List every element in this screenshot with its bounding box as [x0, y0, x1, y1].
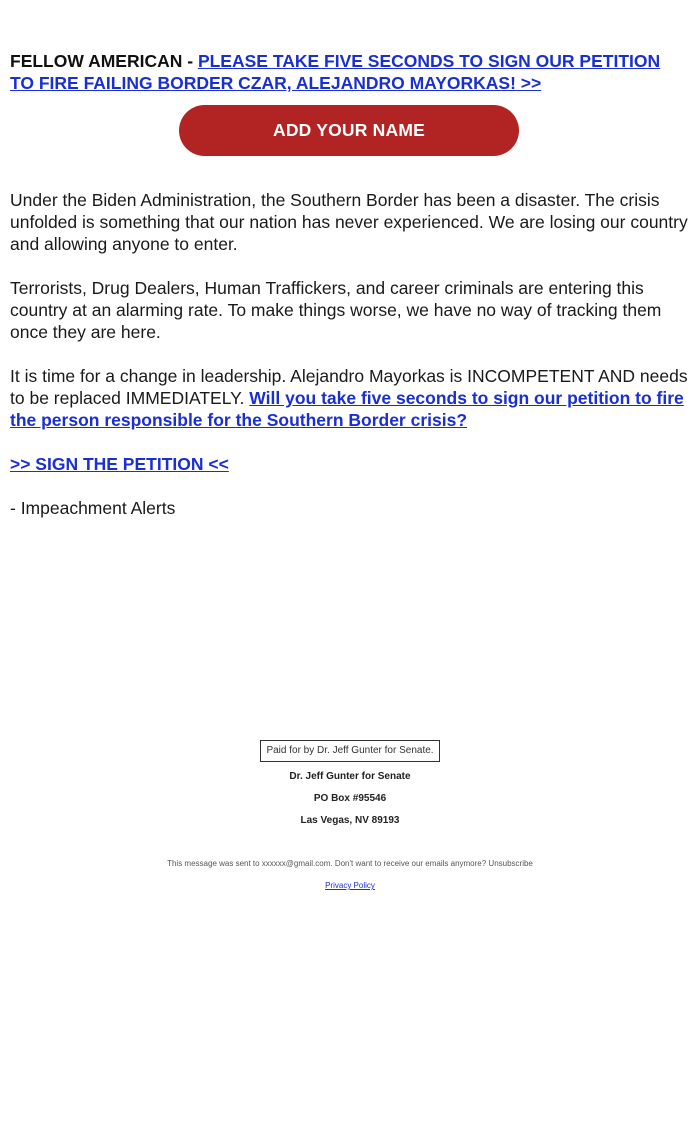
footer-city-state: Las Vegas, NV 89193	[300, 815, 400, 826]
sign-petition-paragraph	[10, 453, 688, 475]
paragraph-border-disaster: Under the Biden Administration, the Southern Border has been a disaster. The crisis unfolded is something that our nation has never experienced. We are losing our country and allowing anyone to enter.	[10, 190, 688, 254]
signature: - Impeachment Alerts	[10, 498, 176, 518]
footer-org-name: Dr. Jeff Gunter for Senate	[289, 771, 411, 782]
headline	[10, 50, 688, 94]
headline-lead: FELLOW AMERICAN -	[10, 51, 198, 71]
privacy-policy-link[interactable]: Privacy Policy	[325, 881, 375, 890]
five-seconds-petition-link[interactable]: Will you take five seconds to sign our petition to fire the person responsible for the Southern Border crisis?	[10, 388, 684, 430]
unsubscribe-notice[interactable]: This message was sent to xxxxxx@gmail.com. Don't want to receive our emails anymore? Unsubscribe	[167, 859, 533, 868]
paragraph-criminals-entering: Terrorists, Drug Dealers, Human Traffickers, and career criminals are entering this country at an alarming rate. To make things worse, we have no way of tracking them once they are here.	[10, 278, 662, 342]
paid-for-disclaimer: Paid for by Dr. Jeff Gunter for Senate.	[260, 740, 439, 762]
cta-container	[10, 105, 688, 156]
sign-the-petition-link[interactable]: >> SIGN THE PETITION <<	[10, 454, 229, 474]
email-body	[10, 50, 688, 519]
add-your-name-button[interactable]: ADD YOUR NAME	[179, 105, 519, 156]
paragraph-change-leadership-text: It is time for a change in leadership. Alejandro Mayorkas is INCOMPETENT AND needs to be replaced IMMEDIATELY.	[10, 366, 688, 408]
email-footer	[0, 740, 700, 892]
privacy-policy-container	[0, 880, 700, 892]
paragraph-change-leadership	[10, 365, 688, 431]
footer-po-box: PO Box #95546	[313, 793, 387, 804]
headline-petition-link[interactable]: PLEASE TAKE FIVE SECONDS TO SIGN OUR PETITION TO FIRE FAILING BORDER CZAR, ALEJANDRO MAYORKAS! >>	[10, 51, 661, 93]
